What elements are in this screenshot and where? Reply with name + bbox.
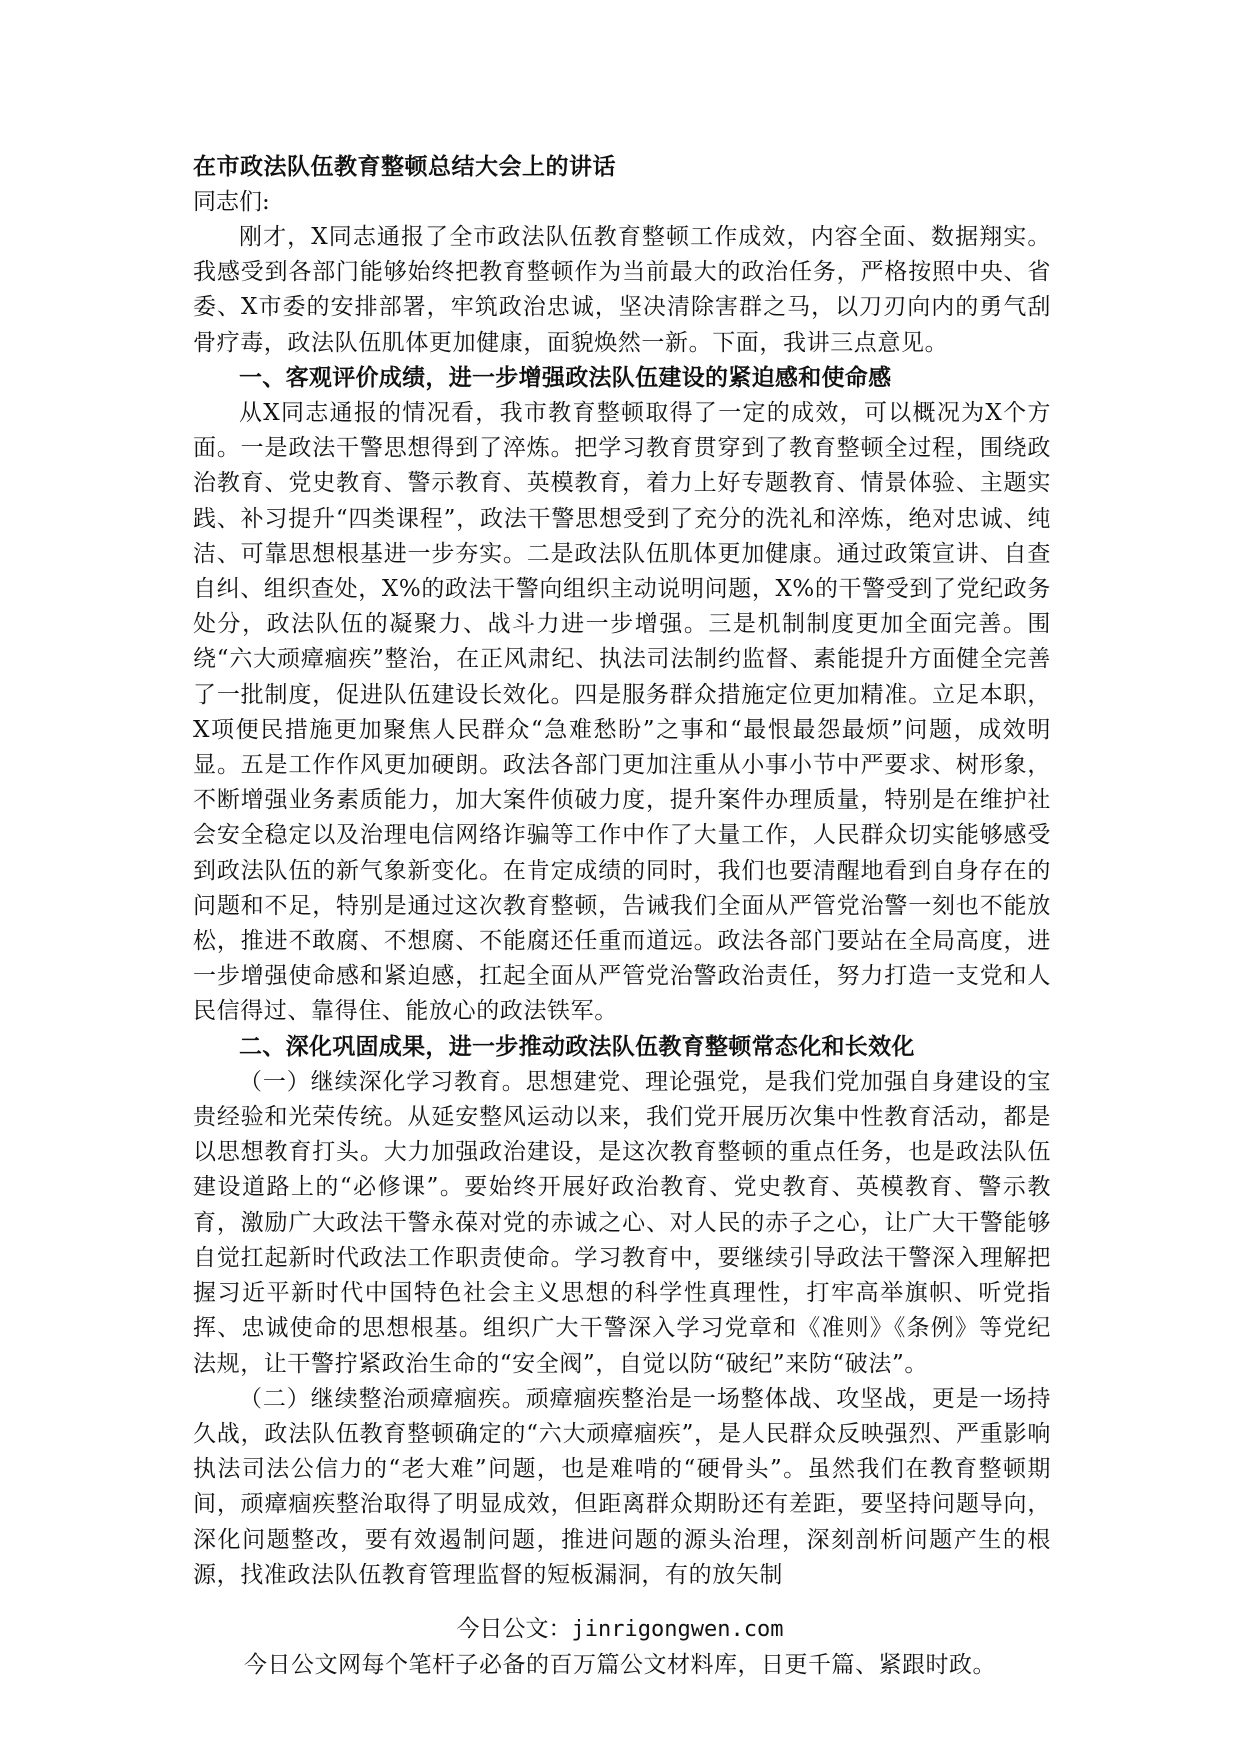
intro-paragraph: 刚才，X同志通报了全市政法队伍教育整顿工作成效，内容全面、数据翔实。我感受到各部门能够始终把教育整顿作为当前最大的政治任务，严格按照中央、省委、X市委的安排部署，牢筑政治忠诚，坚决清除害群之马，以刀刃向内的勇气刮骨疗毒，政法队伍肌体更加健康，面貌焕然一新。下面，我讲三点意见。	[193, 224, 1051, 356]
footer-site-url[interactable]: jinrigongwen.com	[571, 1617, 784, 1642]
section-1-body: 从X同志通报的情况看，我市教育整顿取得了一定的成效，可以概况为X个方面。一是政法干警思想得到了淬炼。把学习教育贯穿到了教育整顿全过程，围绕政治教育、党史教育、警示教育、英模教育，着力上好专题教育、情景体验、主题实践、补习提升“四类课程”，政法干警思想受到了充分的洗礼和淬炼，绝对忠诚、纯洁、可靠思想根基进一步夯实。二是政法队伍肌体更加健康。通过政策宣讲、自查自纠、组织查处，X%的政法干警向组织主动说明问题，X%的干警受到了党纪政务处分，政法队伍的凝聚力、战斗力进一步增强。三是机制制度更加全面完善。围绕“六大顽瘴痼疾”整治，在正风肃纪、执法司法制约监督、素能提升方面健全完善了一批制度，促进队伍建设长效化。四是服务群众措施定位更加精准。立足本职，X项便民措施更加聚焦人民群众“急难愁盼”之事和“最恨最怨最烦”问题，成效明显。五是工作作风更加硬朗。政法各部门更加注重从小事小节中严要求、树形象，不断增强业务素质能力，加大案件侦破力度，提升案件办理质量，特别是在维护社会安全稳定以及治理电信网络诈骗等工作中作了大量工作，人民群众切实能够感受到政法队伍的新气象新变化。在肯定成绩的同时，我们也要清醒地看到自身存在的问题和不足，特别是通过这次教育整顿，告诫我们全面从严管党治警一刻也不能放松，推进不敢腐、不想腐、不能腐还任重而道远。政法各部门要站在全局高度，进一步增强使命感和紧迫感，扛起全面从严管党治警政治责任，努力打造一支党和人民信得过、靠得住、能放心的政法铁军。	[193, 400, 1051, 1025]
document-title: 在市政法队伍教育整顿总结大会上的讲话	[193, 154, 616, 180]
document-page	[193, 150, 1051, 1593]
footer-site-label: 今日公文：	[456, 1616, 572, 1642]
footer-site-line	[0, 1614, 1240, 1645]
section-2-subsection-1: （一）继续深化学习教育。思想建党、理论强党，是我们党加强自身建设的宝贵经验和光荣传统。从延安整风运动以来，我们党开展历次集中性教育活动，都是以思想教育打头。大力加强政治建设，是这次教育整顿的重点任务，也是政法队伍建设道路上的“必修课”。要始终开展好政治教育、党史教育、英模教育、警示教育，激励广大政法干警永葆对党的赤诚之心、对人民的赤子之心，让广大干警能够自觉扛起新时代政法工作职责使命。学习教育中，要继续引导政法干警深入理解把握习近平新时代中国特色社会主义思想的科学性真理性，打牢高举旗帜、听党指挥、忠诚使命的思想根基。组织广大干警深入学习党章和《准则》《条例》等党纪法规，让干警拧紧政治生命的“安全阀”，自觉以防“破纪”来防“破法”。	[193, 1068, 1051, 1377]
section-2-subsection-2: （二）继续整治顽瘴痼疾。顽瘴痼疾整治是一场整体战、攻坚战，更是一场持久战，政法队伍教育整顿确定的“六大顽瘴痼疾”，是人民群众反映强烈、严重影响执法司法公信力的“老大难”问题，也是难啃的“硬骨头”。虽然我们在教育整顿期间，顽瘴痼疾整治取得了明显成效，但距离群众期盼还有差距，要坚持问题导向，深化问题整改，要有效遏制问题，推进问题的源头治理，深刻剖析问题产生的根源，找准政法队伍教育管理监督的短板漏洞，有的放矢制	[193, 1385, 1051, 1588]
footer-tagline: 今日公文网每个笔杆子必备的百万篇公文材料库，日更千篇、紧跟时政。	[244, 1652, 996, 1678]
section-2-heading: 二、深化巩固成果，进一步推动政法队伍教育整顿常态化和长效化	[239, 1033, 915, 1060]
section-1-heading: 一、客观评价成绩，进一步增强政法队伍建设的紧迫感和使命感	[239, 364, 892, 391]
salutation: 同志们:	[193, 189, 270, 215]
